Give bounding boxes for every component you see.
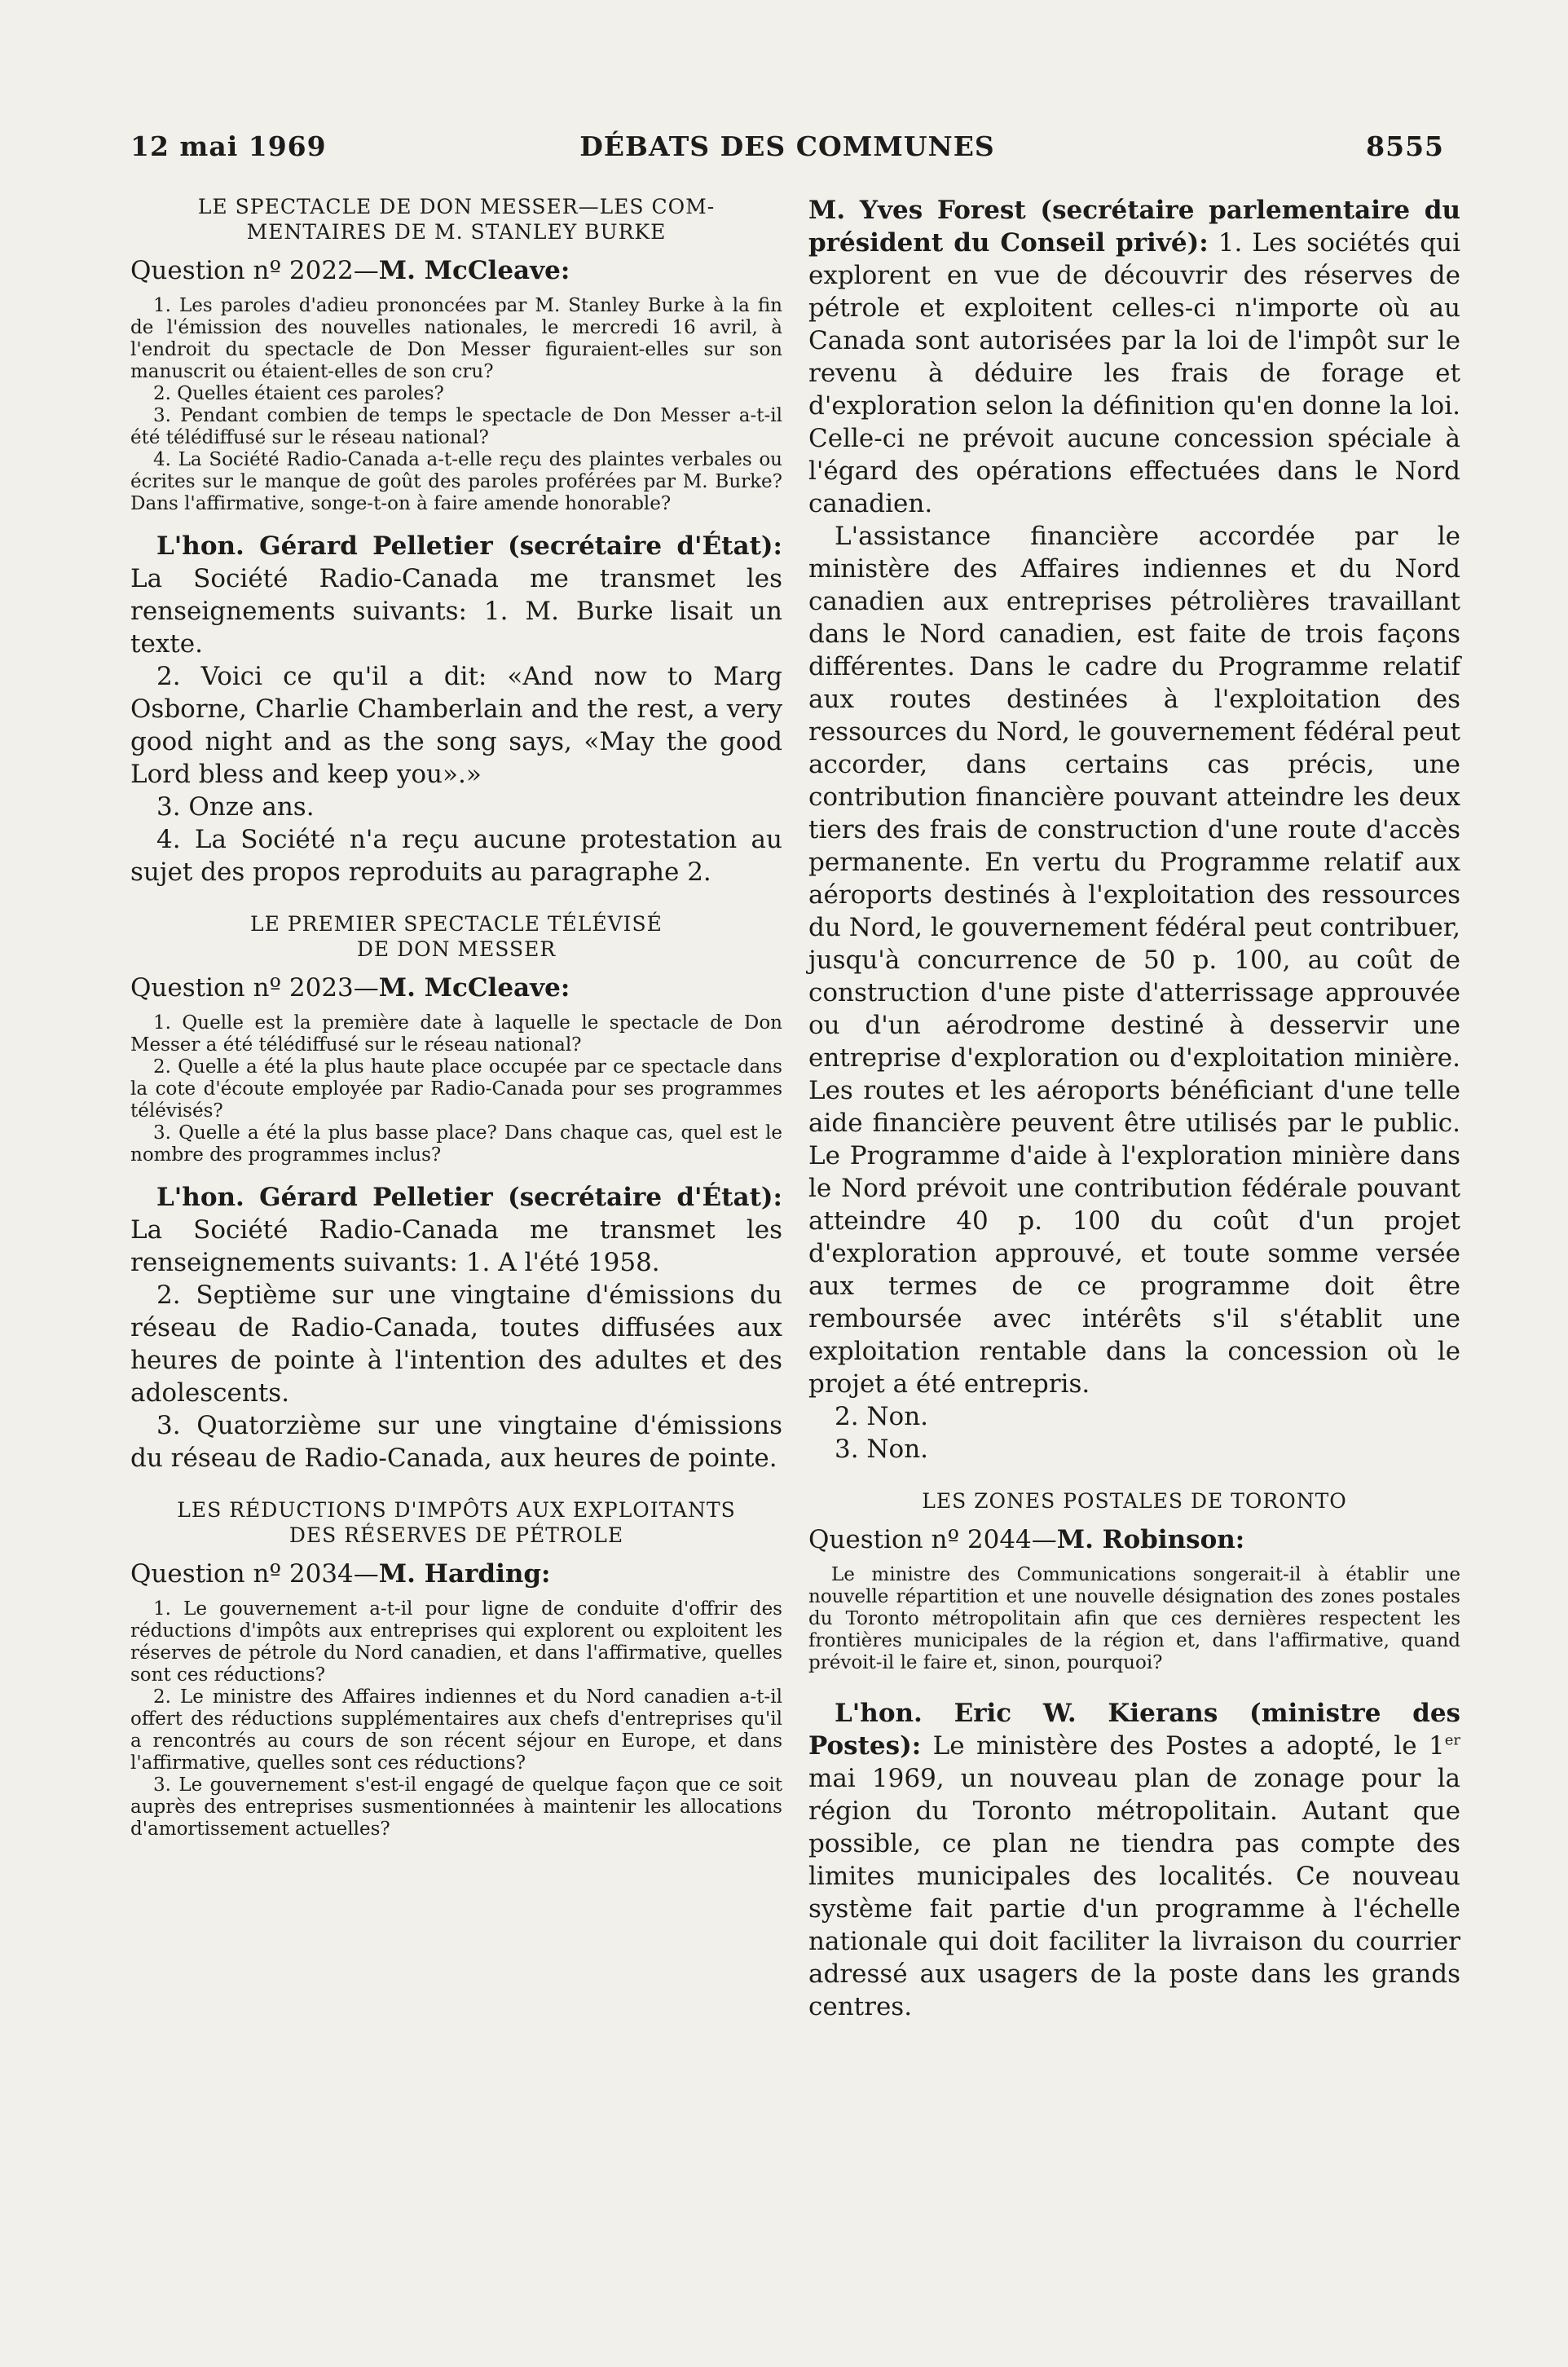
heading-line: DES RÉSERVES DE PÉTROLE [288,1523,624,1547]
question-member: M. Harding: [378,1559,551,1589]
answer-text: mai 1969, un nouveau plan de zonage pour la région du Toronto métropolitain. Autant que possible, ce plan ne tiendra pas compte des limites municipales des localités. Ce nouveau système fait partie d'un programme à l'échelle nationale qui doit faciliter la livraison du courrier adressé aux usagers de la poste dans les grands centres. [808,1764,1460,2021]
question-paragraph: 2. Quelles étaient ces paroles? [153,383,444,404]
speaker-name: L'hon. Gérard Pelletier (secrétaire d'État): [156,531,782,561]
left-column [130,194,782,1840]
answer-paragraph [808,194,1460,520]
heading-line: DE DON MESSER [356,937,557,961]
journal-title: DÉBATS DES COMMUNES [579,130,995,162]
question-line [130,254,782,287]
answer-paragraph: 3. Non. [835,1435,929,1464]
question-paragraph: 1. Quelle est la première date à laquelle le spectacle de Don Messer a été télédiffusé sur le réseau national? [130,1012,782,1056]
question-number: Question nº 2022— [130,256,379,285]
page-number: 8555 [1366,130,1444,162]
question-line [130,972,782,1004]
question-paragraph: 2. Quelle a été la plus haute place occupée par ce spectacle dans la cote d'écoute employée par Radio-Canada pour ses programmes télévisés? [130,1056,782,1122]
answer-paragraph: 3. Quatorzième sur une vingtaine d'émissions du réseau de Radio-Canada, aux heures de pointe. [130,1411,782,1473]
answer-paragraph: 2. Septième sur une vingtaine d'émissions du réseau de Radio-Canada, toutes diffusées aux heures de pointe à l'intention des adultes et des adolescents. [130,1280,782,1408]
question-paragraph: 1. Les paroles d'adieu prononcées par M. Stanley Burke à la fin de l'émission des nouvelles nationales, le mercredi 16 avril, à l'endroit du spectacle de Don Messer figuraient-elles sur son manuscrit ou étaient-elles de son cru? [130,295,782,382]
answer-paragraph: 2. Voici ce qu'il a dit: «And now to Marg Osborne, Charlie Chamberlain and the rest, a very good night and as the song says, «May the good Lord bless and keep you».» [130,662,782,789]
question-member: M. McCleave: [378,973,570,1003]
question-line [130,1558,782,1590]
answer-paragraph [808,1697,1460,2023]
question-member: M. McCleave: [378,256,570,285]
question-number: Question nº 2034— [130,1559,379,1589]
heading-line: LE SPECTACLE DE DON MESSER—LES COM- [197,195,716,218]
section-heading-tax-reductions [130,1497,782,1548]
issue-date: 12 mai 1969 [130,130,327,162]
answer-paragraph [130,1181,782,1279]
question-number: Question nº 2023— [130,973,379,1003]
heading-line: LE PREMIER SPECTACLE TÉLÉVISÉ [250,912,663,936]
speaker-name: L'hon. Eric W. Kierans (ministre des Postes): [808,1699,1460,1761]
question-number: Question nº 2044— [808,1525,1057,1554]
page-header [130,130,1444,171]
question-paragraph: 3. Pendant combien de temps le spectacle de Don Messer a-t-il été télédiffusé sur le réseau national? [130,405,782,448]
heading-line: LES RÉDUCTIONS D'IMPÔTS AUX EXPLOITANTS [177,1498,736,1522]
question-paragraph: 3. Quelle a été la plus basse place? Dans chaque cas, quel est le nombre des programmes inclus? [130,1122,782,1166]
ordinal-suffix: er [1444,1731,1460,1749]
answer-paragraph [130,530,782,660]
section-heading-toronto-postal-zones [808,1488,1460,1514]
question-paragraph: 2. Le ministre des Affaires indiennes et du Nord canadien a-t-il offert des réductions supplémentaires aux chefs d'entreprises qu'il a rencontrés au cours de son récent séjour en Europe, et dans l'affirmative, quelles sont ces réductions? [130,1686,782,1774]
answer-text: La Société Radio-Canada me transmet les renseignements suivants: 1. M. Burke lisait un texte. [130,564,782,659]
question-member: M. Robinson: [1056,1525,1245,1554]
speaker-name: L'hon. Gérard Pelletier (secrétaire d'État): [156,1183,782,1212]
section-heading-first-broadcast [130,911,782,962]
speaker-name: M. Yves Forest (secrétaire parlementaire du président du Conseil privé): [808,196,1460,258]
question-line [808,1523,1460,1556]
question-paragraph: Le ministre des Communications songerait-il à établir une nouvelle répartition et une nouvelle désignation des zones postales du Toronto métropolitain afin que ces dernières respectent les frontières municipales de la région et, dans l'affirmative, quand prévoit-il le faire et, sinon, pourquoi? [808,1564,1460,1673]
question-paragraph: 1. Le gouvernement a-t-il pour ligne de conduite d'offrir des réductions d'impôts aux entreprises qui explorent ou exploitent les réserves de pétrole du Nord canadien, et dans l'affirmative, quelles sont ces réductions? [130,1598,782,1686]
question-paragraph: 3. Le gouvernement s'est-il engagé de quelque façon que ce soit auprès des entreprises susmentionnées à maintenir les allocations d'amortissement actuelles? [130,1774,782,1840]
answer-text: La Société Radio-Canada me transmet les renseignements suivants: 1. A l'été 1958. [130,1215,782,1277]
question-paragraph: 4. La Société Radio-Canada a-t-elle reçu des plaintes verbales ou écrites sur le manque de goût des paroles proférées par M. Burke? Dans l'affirmative, songe-t-on à faire amende honorable? [130,449,782,514]
heading-line: MENTAIRES DE M. STANLEY BURKE [246,220,667,244]
answer-paragraph: L'assistance financière accordée par le ministère des Affaires indiennes et du Nord canadien aux entreprises pétrolières travaillant dans le Nord canadien, est faite de trois façons différentes. Dans le cadre du Programme relatif aux routes destinées à l'exploitation des ressources du Nord, le gouvernement fédéral peut accorder, dans certains cas précis, une contribution financière pouvant atteindre les deux tiers des frais de construction d'une route d'accès permanente. En vertu du Programme relatif aux aéroports destinés à l'exploitation des ressources du Nord, le gouvernement fédéral peut contribuer, jusqu'à concurrence de 50 p. 100, au coût de construction d'une piste d'atterrissage approuvée ou d'un aérodrome destiné à desservir une entreprise d'exploration ou d'exploitation minière. Les routes et les aéroports bénéficiant d'une telle aide financière peuvent être utilisés par le public. Le Programme d'aide à l'exploration minière dans le Nord prévoit une contribution fédérale pouvant atteindre 40 p. 100 du coût d'un projet d'exploration approuvé, et toute somme versée aux termes de ce programme doit être remboursée avec intérêts s'il s'établit une exploitation rentable dans la concession où le projet a été entrepris. [808,522,1460,1399]
right-column [808,194,1460,2023]
answer-paragraph: 3. Onze ans. [156,792,315,822]
answer-paragraph: 4. La Société n'a reçu aucune protestation au sujet des propos reproduits au paragraphe 2. [130,825,782,887]
section-heading-don-messer-burke [130,194,782,245]
answer-paragraph: 2. Non. [835,1402,929,1431]
heading-line: LES ZONES POSTALES DE TORONTO [922,1489,1347,1513]
answer-text: Le ministère des Postes a adopté, le 1 [932,1731,1445,1761]
answer-text: 1. Les sociétés qui explorent en vue de découvrir des réserves de pétrole et exploitent celles-ci n'importe où au Canada sont autorisées par la loi de l'impôt sur le revenu à déduire les frais de forage et d'exploration selon la définition qu'en donne la loi. Celle-ci ne prévoit aucune concession spéciale à l'égard des opérations effectuées dans le Nord canadien. [808,228,1460,518]
